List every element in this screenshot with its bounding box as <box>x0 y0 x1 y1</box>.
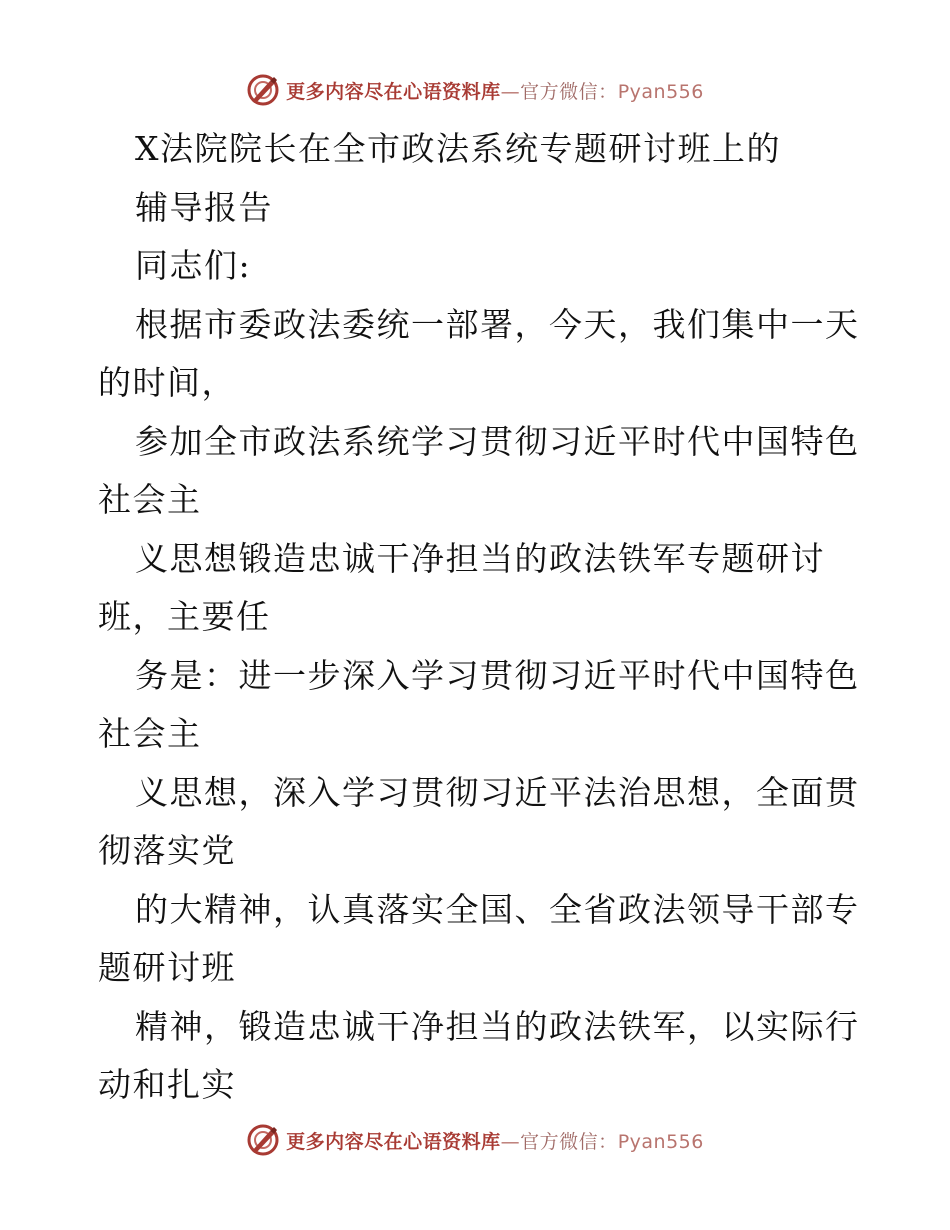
text-line: 务是：进一步深入学习贯彻习近平时代中国特色 <box>135 655 860 695</box>
pen-logo-icon <box>246 1123 280 1157</box>
document-body <box>98 120 858 1115</box>
pen-logo-icon <box>246 73 280 107</box>
text-line: 班，主要任 <box>98 597 271 636</box>
text-line: 参加全市政法系统学习贯彻习近平时代中国特色 <box>135 421 860 461</box>
text-line: 同志们: <box>135 246 252 285</box>
header-watermark <box>0 70 950 110</box>
text-line: X法院院长在全市政法系统专题研讨班上的 <box>135 129 781 168</box>
footer-watermark <box>0 1120 950 1160</box>
text-line: 义思想锻造忠诚干净担当的政法铁军专题研讨 <box>135 538 825 578</box>
text-line: 义思想，深入学习贯彻习近平法治思想，全面贯 <box>135 772 860 812</box>
watermark-text: 更多内容尽在心语资料库—官方微信：Pyan556 <box>286 1130 704 1153</box>
text-line: 的时间， <box>98 363 236 402</box>
text-line: 精神，锻造忠诚干净担当的政法铁军，以实际行 <box>135 1006 860 1046</box>
text-line: 社会主 <box>98 480 202 519</box>
text-line: 根据市委政法委统一部署，今天，我们集中一天 <box>135 304 860 344</box>
text-line: 辅导报告 <box>135 187 273 227</box>
watermark-text: 更多内容尽在心语资料库—官方微信：Pyan556 <box>286 80 704 103</box>
text-line: 彻落实党 <box>98 831 236 870</box>
text-line: 题研讨班 <box>98 948 236 987</box>
text-line: 动和扎实 <box>98 1065 236 1104</box>
text-line: 社会主 <box>98 714 202 753</box>
text-line: 的大精神，认真落实全国、全省政法领导干部专 <box>135 889 860 929</box>
